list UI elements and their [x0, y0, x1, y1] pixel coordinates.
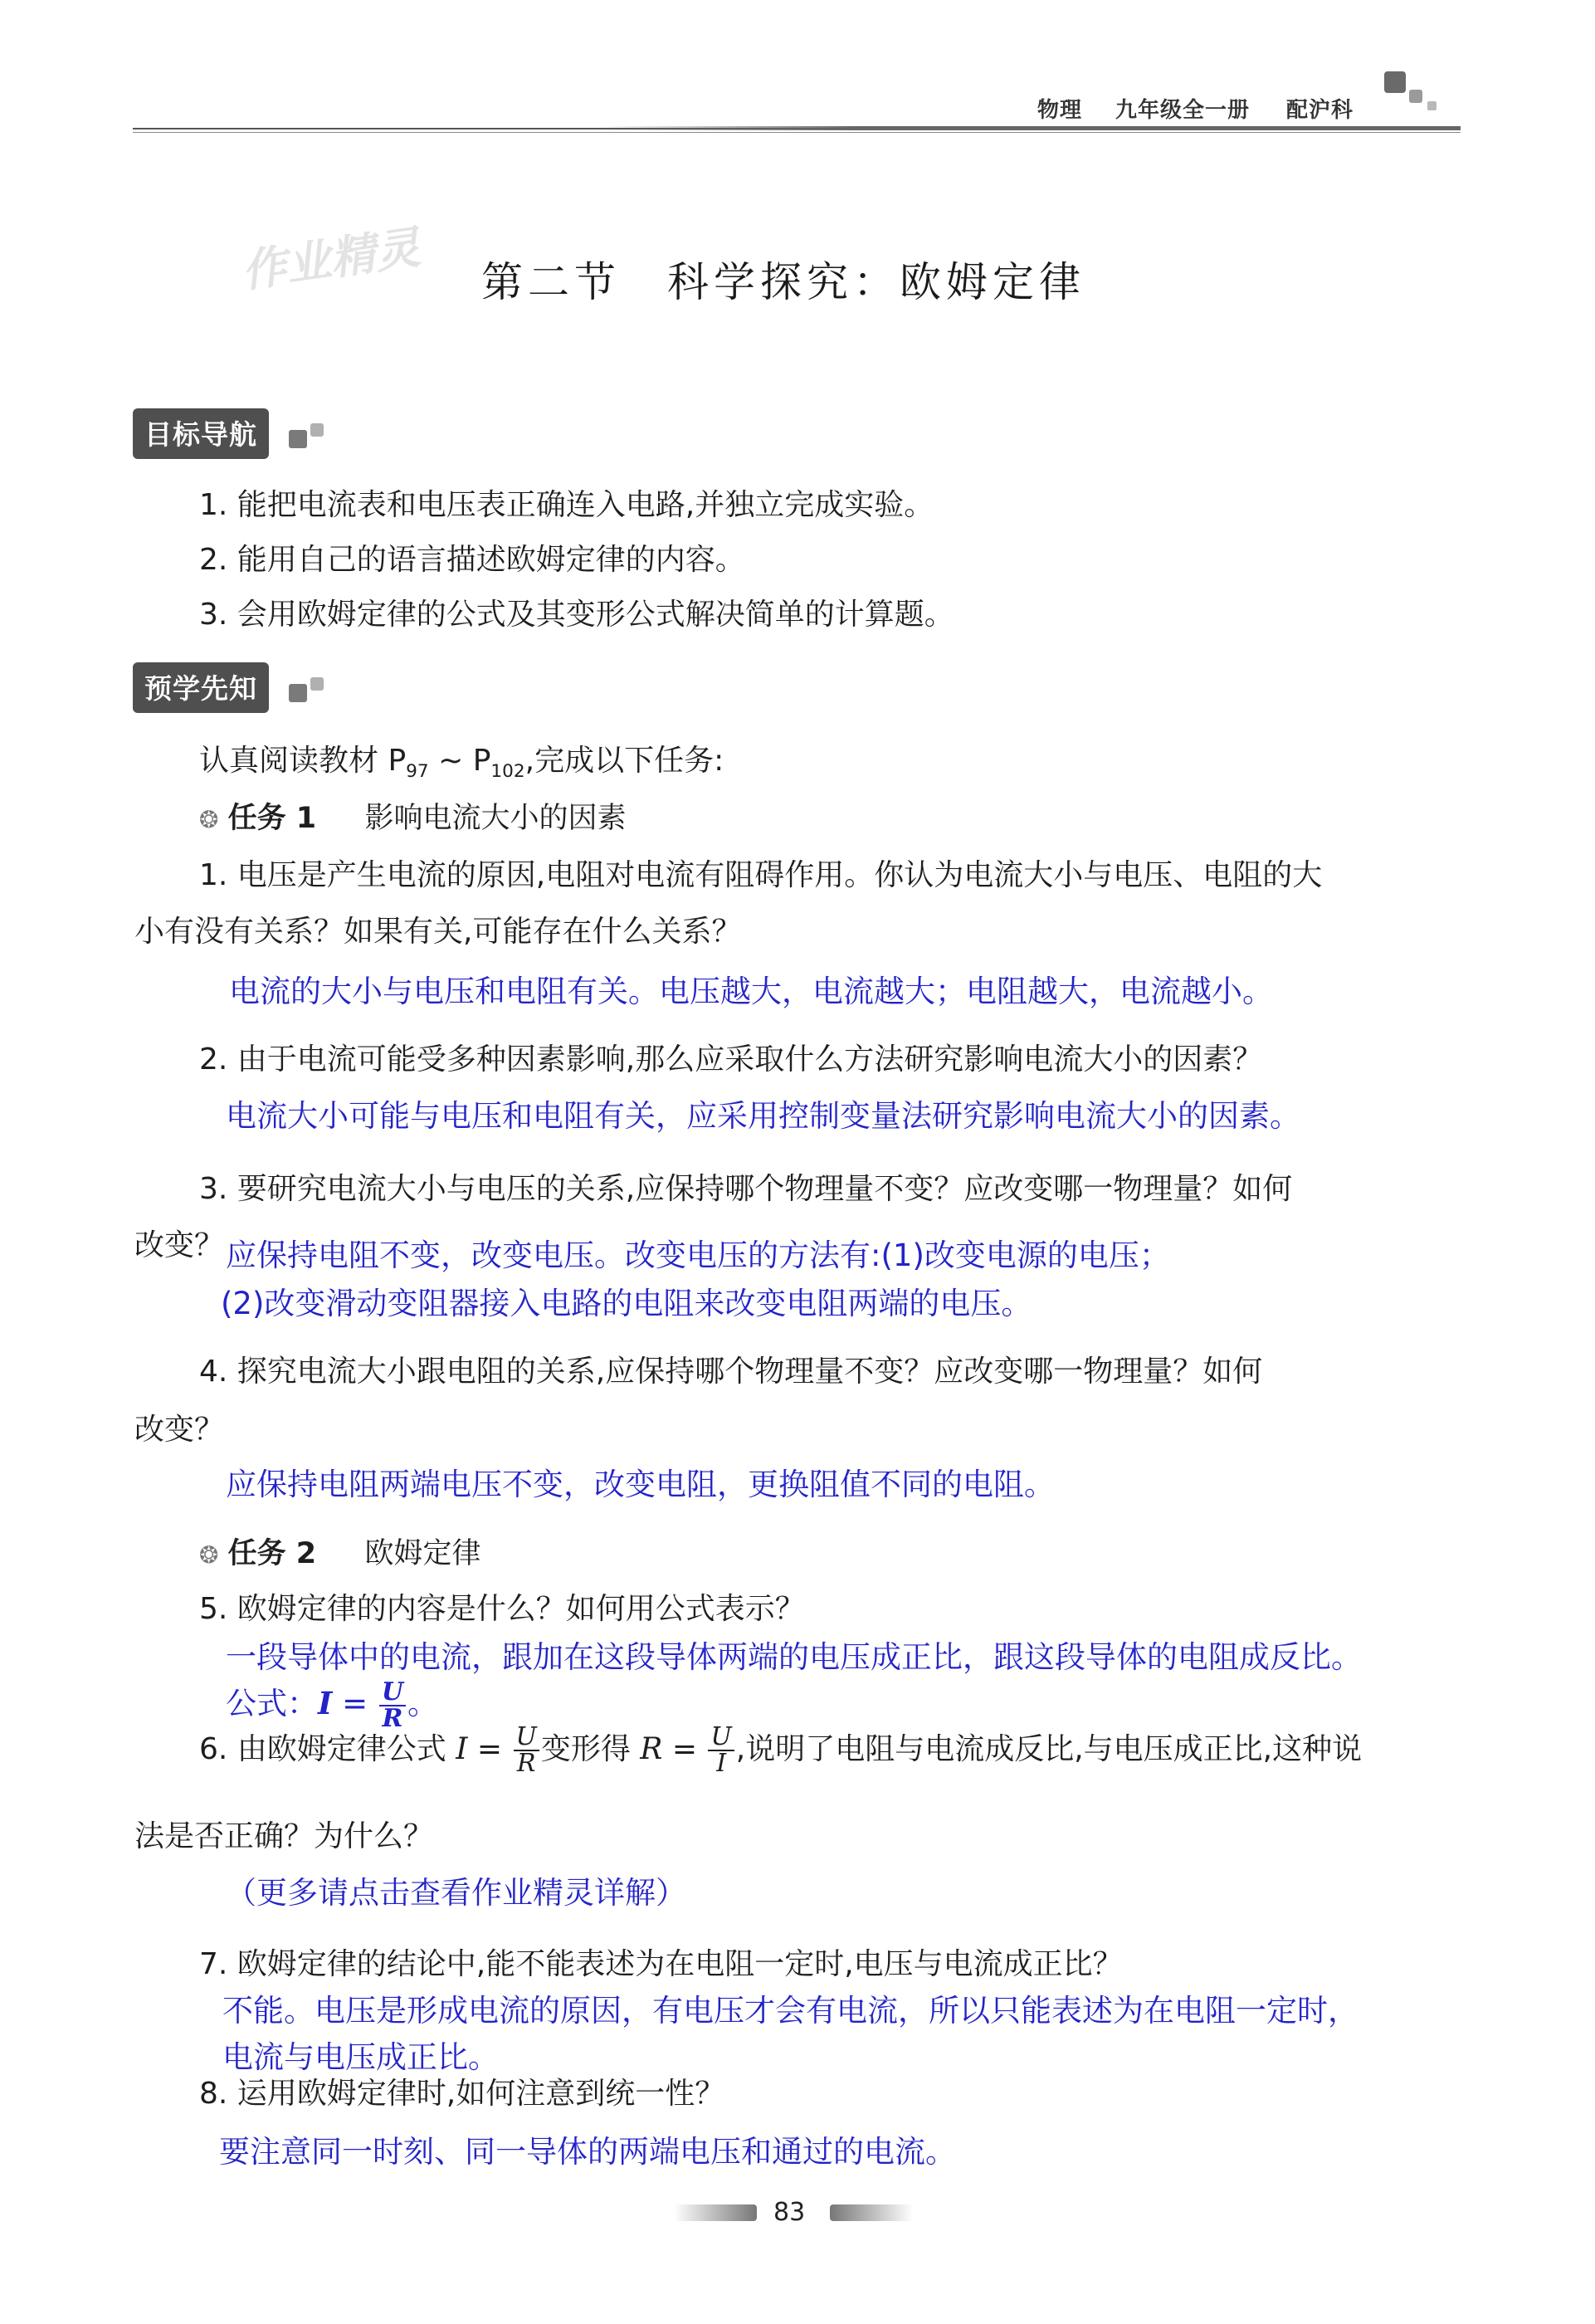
- goal-item-3: 3. 会用欧姆定律的公式及其变形公式解决简单的计算题。: [199, 598, 954, 632]
- question-6-line-2: 法是否正确？为什么？: [134, 1819, 434, 1853]
- question-3-line-2: 改变？: [134, 1228, 225, 1262]
- answer-2: 电流大小可能与电压和电阻有关，应采用控制变量法研究影响电流大小的因素。: [226, 1098, 1300, 1134]
- answer-7-line-1: 不能。电压是形成电流的原因，有电压才会有电流，所以只能表述为在电阻一定时，: [222, 1993, 1358, 2029]
- header-square-small: [1427, 101, 1436, 110]
- answer-4: 应保持电阻两端电压不变，改变电阻，更换阻值不同的电阻。: [226, 1467, 1055, 1502]
- task-1-label: 任务 1: [227, 802, 317, 835]
- page-title: 第二节 科学探究：欧姆定律: [481, 258, 1085, 306]
- goal-item-1: 1. 能把电流表和电压表正确连入电路,并独立完成实验。: [199, 488, 934, 522]
- question-4-line-1: 4. 探究电流大小跟电阻的关系,应保持哪个物理量不变？应改变哪一物理量？如何: [199, 1355, 1263, 1389]
- question-5: 5. 欧姆定律的内容是什么？如何用公式表示？: [199, 1592, 805, 1626]
- question-4-line-2: 改变？: [134, 1413, 225, 1447]
- answer-5-formula: 公式：I = $\frac{U}{R}$ 。: [226, 1677, 439, 1733]
- answer-3-line-1: 应保持电阻不变，改变电压。改变电压的方法有:(1)改变电源的电压；: [226, 1238, 1170, 1273]
- question-2: 2. 由于电流可能受多种因素影响,那么应采取什么方法研究影响电流大小的因素？: [199, 1042, 1263, 1077]
- header-grade: 九年级全一册: [1115, 98, 1251, 123]
- task-2-name: 欧姆定律: [364, 1537, 481, 1570]
- answer-8: 要注意同一时刻、同一导体的两端电压和通过的电流。: [219, 2134, 956, 2170]
- section-tag-goals: 目标导航: [133, 408, 269, 459]
- question-3-line-1: 3. 要研究电流大小与电压的关系,应保持哪个物理量不变？应改变哪一物理量？如何: [199, 1172, 1293, 1206]
- gear-icon: ❂: [199, 1541, 219, 1569]
- header-edition: 配沪科: [1286, 98, 1354, 123]
- tag-deco-preview-1: [289, 684, 307, 702]
- watermark: 作业精灵: [238, 221, 423, 298]
- answer-5-line-1: 一段导体中的电流，跟加在这段导体两端的电压成正比，跟这段导体的电阻成反比。: [226, 1639, 1362, 1675]
- answer-7-line-2: 电流与电压成正比。: [222, 2039, 499, 2075]
- tag-deco-goals-1: [289, 430, 307, 448]
- page-number-deco-right: [830, 2204, 913, 2221]
- task-1-name: 影响电流大小的因素: [364, 802, 627, 835]
- task-1-heading: [199, 795, 626, 837]
- goal-item-2: 2. 能用自己的语言描述欧姆定律的内容。: [199, 543, 745, 577]
- page-number-deco-left: [674, 2204, 757, 2221]
- answer-6-link[interactable]: （更多请点击查看作业精灵详解）: [226, 1875, 686, 1911]
- question-1-line-1: 1. 电压是产生电流的原因,电阻对电流有阻碍作用。你认为电流大小与电压、电阻的大: [199, 858, 1323, 892]
- question-7: 7. 欧姆定律的结论中,能不能表述为在电阻一定时,电压与电流成正比？: [199, 1947, 1123, 1981]
- gear-icon: ❂: [199, 806, 219, 833]
- page-number: 83: [773, 2198, 806, 2227]
- tag-deco-preview-2: [310, 677, 324, 691]
- task-2-heading: [199, 1531, 480, 1572]
- question-6-line-1: 6. 由欧姆定律公式 I = $\frac{U}{R}$ 变形得 R = $\frac{U}{I}$ ,说明了电阻与电流成反比,与电压成正比,这种说: [199, 1722, 1363, 1778]
- header-subject: 物理: [1037, 98, 1083, 123]
- answer-1: 电流的大小与电压和电阻有关。电压越大，电流越大；电阻越大，电流越小。: [229, 974, 1273, 1009]
- answer-3-line-2: (2)改变滑动变阻器接入电路的电阻来改变电阻两端的电压。: [221, 1286, 1032, 1321]
- question-8: 8. 运用欧姆定律时,如何注意到统一性？: [199, 2077, 725, 2111]
- section-tag-preview: 预学先知: [133, 662, 269, 713]
- header-square-mid: [1409, 90, 1422, 103]
- question-1-line-2: 小有没有关系？如果有关,可能存在什么关系？: [134, 915, 742, 949]
- header-rule: [133, 126, 1461, 134]
- task-2-label: 任务 2: [227, 1537, 317, 1570]
- tag-deco-goals-2: [310, 423, 324, 437]
- header-square-large: [1384, 71, 1406, 93]
- preview-intro: 认真阅读教材 $P_{97}$ ~ $P_{102}$,完成以下任务:: [199, 744, 724, 783]
